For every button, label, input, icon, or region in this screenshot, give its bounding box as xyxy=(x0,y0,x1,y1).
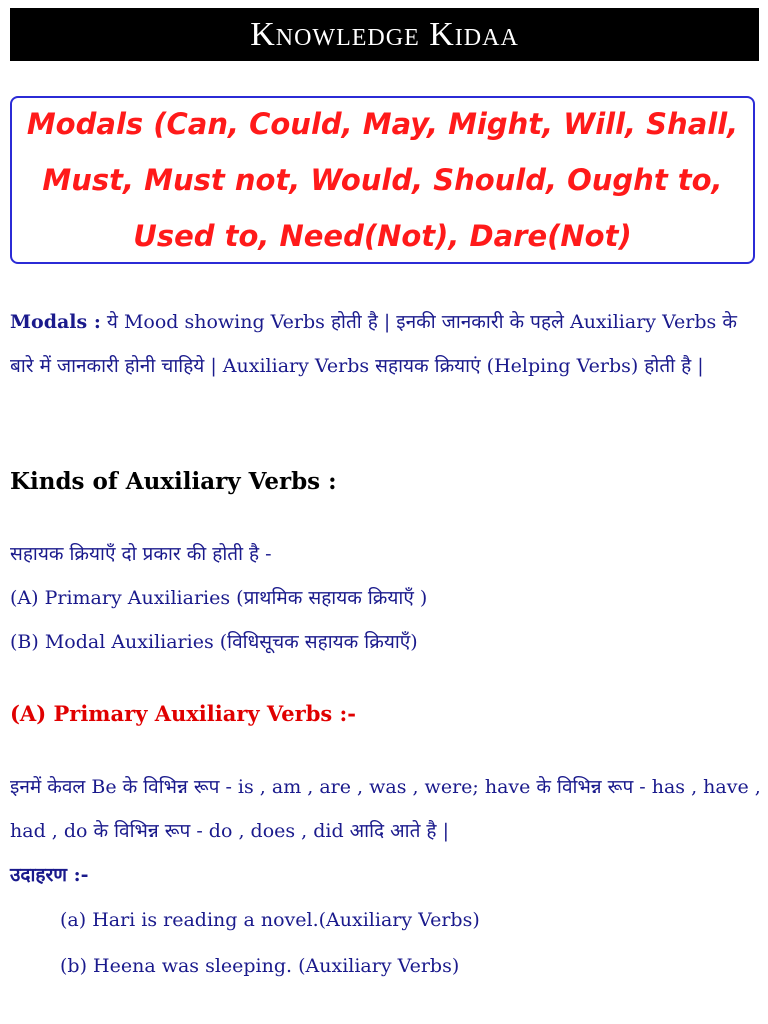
type-modal: (B) Modal Auxiliaries (विधिसूचक सहायक क्रियाएँ) xyxy=(10,631,418,653)
intro-text: ये Mood showing Verbs होती है | इनकी जानकारी के पहले Auxiliary Verbs के बारे में जानकारी होनी चाहिये | Auxiliary Verbs सहायक क्रियाएं (Helping Verbs) होती है | xyxy=(10,311,737,377)
examples-heading: उदाहरण :- xyxy=(10,864,89,886)
topic-title: Modals (Can, Could, May, Might, Will, Shall, Must, Must not, Would, Should, Ought to, Used to, Need(Not), Dare(Not) xyxy=(26,107,739,253)
primary-heading: (A) Primary Auxiliary Verbs :- xyxy=(10,701,356,726)
kinds-heading: Kinds of Auxiliary Verbs : xyxy=(10,468,337,495)
type-primary: (A) Primary Auxiliaries (प्राथमिक सहायक क्रियाएँ ) xyxy=(10,587,428,609)
example-item: (b) Heena was sleeping. (Auxiliary Verbs) xyxy=(60,955,460,977)
primary-description: इनमें केवल Be के विभिन्न रूप - is , am , are , was , were; have के विभिन्न रूप - has , have , had , do के विभिन्न रूप - do , does , did आदि आते है | xyxy=(10,776,761,842)
site-header xyxy=(10,8,759,61)
intro-label: Modals : xyxy=(10,311,101,333)
examples-list xyxy=(60,897,480,989)
types-intro: सहायक क्रियाएँ दो प्रकार की होती है - xyxy=(10,543,272,565)
site-title: Knowledge Kidaa xyxy=(250,15,519,53)
types-list xyxy=(10,532,760,664)
topic-title-box xyxy=(10,96,755,264)
intro-paragraph xyxy=(10,300,760,388)
example-item: (a) Hari is reading a novel.(Auxiliary Verbs) xyxy=(60,909,480,931)
